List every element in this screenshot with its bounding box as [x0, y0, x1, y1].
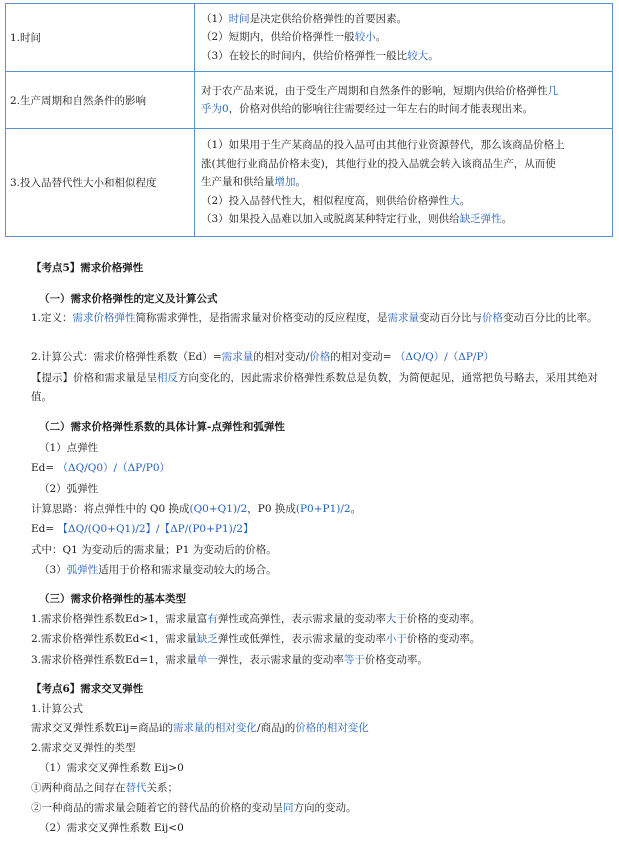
- text-segment: （3）在较长的时间内，供给价格弹性一般比: [201, 49, 408, 62]
- text-segment: （2）需求交叉弹性系数 Eij<0: [39, 822, 184, 834]
- text-line-p3: [39, 481, 98, 497]
- text-segment: 对于农产品来说，由于受生产周期和自然条件的影响，短期内供给价格弹性: [201, 84, 548, 97]
- text-segment: 式中：Q1 为变动后的需求量；P1 为变动后的价格。: [31, 544, 277, 556]
- text-line-t1: [31, 611, 480, 627]
- highlighted-text: 较大: [407, 49, 429, 62]
- text-segment: 1.需求价格弹性系数Ed>1，需求量富: [31, 613, 208, 625]
- highlighted-text: 需求量: [387, 312, 420, 324]
- section-heading-s2: [39, 419, 285, 435]
- text-segment: 。: [459, 194, 471, 207]
- table-row: [6, 4, 613, 72]
- section-heading-s1: [39, 291, 218, 307]
- text-line-formula: [31, 349, 494, 365]
- text-line-t3: [31, 652, 428, 668]
- highlighted-text: 增加: [274, 176, 296, 189]
- text-line-p4: [31, 501, 361, 517]
- text-line-t2: [31, 631, 480, 647]
- text-segment: ，价格对供给的影响往往需要经过一年左右的时间才能表现出来。: [228, 103, 534, 115]
- text-segment: 弹性或低弹性，表示需求量的变动率: [217, 633, 386, 645]
- highlighted-text: (Q0+Q1)/2: [189, 503, 248, 515]
- highlighted-text: 【ΔQ/(Q0+Q1)/2】/【ΔP/(P0+P1)/2】: [57, 523, 254, 535]
- text-segment: 3.需求价格弹性系数Ed=1，需求量: [31, 654, 197, 666]
- text-segment: 是决定供给价格弹性的首要因素。: [249, 12, 408, 25]
- text-line-c1: [31, 701, 83, 717]
- highlighted-text: 相反: [157, 372, 178, 384]
- highlighted-text: 弧弹性: [66, 564, 99, 576]
- table-row: [6, 129, 613, 237]
- text-segment: 。: [295, 176, 306, 189]
- text-segment: 方向的变动。: [293, 802, 357, 814]
- text-segment: Ed=: [31, 462, 58, 474]
- text-segment: 弹性，表示需求量的变动率: [217, 654, 344, 666]
- text-line-p2: [31, 460, 170, 476]
- text-segment: Ed=: [31, 523, 58, 535]
- table-row: [6, 72, 613, 129]
- text-segment: 2.需求价格弹性系数Ed<1，需求量: [31, 633, 197, 645]
- supply-elasticity-factors-table: [5, 3, 613, 237]
- highlighted-text: 缺乏弹性: [459, 213, 502, 226]
- description-line: [201, 100, 608, 119]
- text-segment: （3）如果投入品难以加入或脱离某种特定行业，则供给: [201, 213, 460, 226]
- text-segment: 价格变动率。: [364, 654, 428, 666]
- text-segment: /商品j的: [256, 722, 296, 734]
- highlighted-text: 有: [207, 613, 218, 625]
- text-segment: 方向变化的，因此需求价格弹性系数总是负数，为简便起见，通常把负号略去，采用其绝对值。: [31, 372, 598, 403]
- text-segment: （二）需求价格弹性系数的具体计算-点弹性和弧弹性: [39, 421, 285, 433]
- highlighted-text: （ΔQ/Q0）/（ΔP/P0）: [57, 462, 171, 474]
- text-segment: 【考点6】需求交叉弹性: [31, 683, 144, 695]
- text-segment: ①两种商品之间存在: [31, 782, 126, 794]
- highlighted-text: 时间: [228, 12, 250, 25]
- text-line-c5: [31, 780, 178, 796]
- factor-description: [195, 129, 613, 237]
- section-heading-kd5: [31, 260, 143, 276]
- text-segment: 生产量和供给量: [201, 176, 275, 189]
- text-segment: 。: [428, 49, 439, 62]
- text-segment: 适用于价格和需求量变动较大的场合。: [98, 564, 277, 576]
- text-line-p6: [31, 542, 277, 558]
- text-segment: 【考点5】需求价格弹性: [31, 262, 144, 274]
- text-segment: 的相对变动/: [253, 351, 310, 363]
- description-line: [201, 210, 608, 229]
- highlighted-text: 需求量: [221, 351, 254, 363]
- text-segment: 2.需求交叉弹性的类型: [31, 742, 136, 754]
- paragraph-def: [31, 309, 606, 328]
- text-segment: 【提示】价格和需求量是呈: [31, 372, 157, 384]
- text-segment: 价格的变动率。: [406, 633, 481, 645]
- text-segment: （一）需求价格弹性的定义及计算公式: [39, 293, 218, 305]
- text-line-c3: [31, 740, 136, 756]
- highlighted-text: 价格的相对变化: [295, 722, 369, 734]
- text-segment: （三）需求价格弹性的基本类型: [39, 593, 186, 605]
- text-segment: 变动百分比与: [419, 312, 483, 324]
- description-line: [201, 136, 608, 155]
- highlighted-text: 大: [449, 194, 460, 207]
- text-segment: 2.计算公式：需求价格弹性系数（Ed）=: [31, 351, 222, 363]
- text-segment: 。: [501, 213, 513, 226]
- text-segment: 涨(其他行业商品价格未变)，其他行业的投入品就会转入该商品生产，从而使: [201, 157, 556, 170]
- description-line: [201, 155, 608, 174]
- text-line-p1: [39, 440, 98, 456]
- text-segment: 的相对变动=: [330, 351, 395, 363]
- text-segment: ，P0 换成: [247, 503, 296, 515]
- highlighted-text: 价格: [482, 312, 504, 324]
- text-segment: 变动百分比的比率。: [503, 312, 598, 324]
- factor-name: 1.时间: [6, 4, 195, 72]
- factor-description: [195, 72, 613, 129]
- description-line: [201, 82, 608, 101]
- text-segment: （1）点弹性: [39, 442, 99, 454]
- text-segment: 需求交叉弹性系数Eij=商品i的: [31, 722, 173, 734]
- text-segment: （1）如果用于生产某商品的投入品可由其他行业资源替代，那么该商品价格上: [201, 139, 565, 152]
- highlighted-text: 乎为0: [201, 103, 229, 115]
- text-segment: （1）: [201, 12, 229, 25]
- factor-name: 3.投入品替代性大小和相似程度: [6, 129, 195, 237]
- text-segment: （2）弧弹性: [39, 483, 99, 495]
- text-line-p5: [31, 521, 253, 537]
- factor-name: 2.生产周期和自然条件的影响: [6, 72, 195, 129]
- text-line-p7: [39, 562, 277, 578]
- text-segment: 1.定义：: [31, 312, 73, 324]
- highlighted-text: 需求价格弹性: [72, 312, 136, 324]
- highlighted-text: 几: [547, 84, 558, 97]
- text-line-c2: [31, 720, 369, 736]
- description-line: [201, 173, 608, 192]
- highlighted-text: 小于: [385, 633, 407, 645]
- text-segment: ②一种商品的需求量会随着它的替代品的价格的变动呈: [31, 802, 283, 814]
- highlighted-text: 大于: [385, 613, 407, 625]
- text-segment: （2）短期内，供给价格弹性一般: [201, 31, 355, 44]
- highlighted-text: 等于: [343, 654, 365, 666]
- text-segment: 计算思路：将点弹性中的 Q0 换成: [31, 503, 190, 515]
- highlighted-text: 需求量的相对变化: [172, 722, 257, 734]
- text-line-c7: [39, 820, 184, 836]
- description-line: [201, 47, 608, 66]
- text-segment: 关系；: [146, 782, 178, 794]
- description-line: [201, 28, 608, 47]
- highlighted-text: （ΔQ/Q）/（ΔP/P）: [394, 351, 495, 363]
- text-segment: 。: [375, 31, 387, 44]
- text-segment: 1.计算公式: [31, 703, 84, 715]
- highlighted-text: 较小: [354, 31, 376, 44]
- highlighted-text: 同: [283, 802, 294, 814]
- text-segment: （1）需求交叉弹性系数 Eij>0: [39, 762, 184, 774]
- text-segment: 弹性或高弹性，表示需求量的变动率: [217, 613, 386, 625]
- description-line: [201, 10, 608, 29]
- description-line: [201, 192, 608, 211]
- text-segment: 价格的变动率。: [406, 613, 481, 625]
- text-line-c6: [31, 800, 357, 816]
- highlighted-text: 价格: [309, 351, 331, 363]
- highlighted-text: (P0+P1)/2: [295, 503, 351, 515]
- highlighted-text: 替代: [125, 782, 147, 794]
- text-segment: （3）: [39, 564, 67, 576]
- text-segment: 。: [350, 503, 362, 515]
- section-heading-kd6: [31, 681, 143, 697]
- text-segment: 简称需求弹性，是指需求量对价格变动的反应程度，是: [135, 312, 388, 324]
- section-heading-s3: [39, 591, 186, 607]
- text-line-c4: [39, 760, 184, 776]
- factor-description: [195, 4, 613, 72]
- paragraph-tip: [31, 369, 606, 407]
- text-segment: （2）投入品替代性大，相似程度高，则供给价格弹性: [201, 194, 450, 207]
- highlighted-text: 单一: [196, 654, 218, 666]
- highlighted-text: 缺乏: [196, 633, 218, 645]
